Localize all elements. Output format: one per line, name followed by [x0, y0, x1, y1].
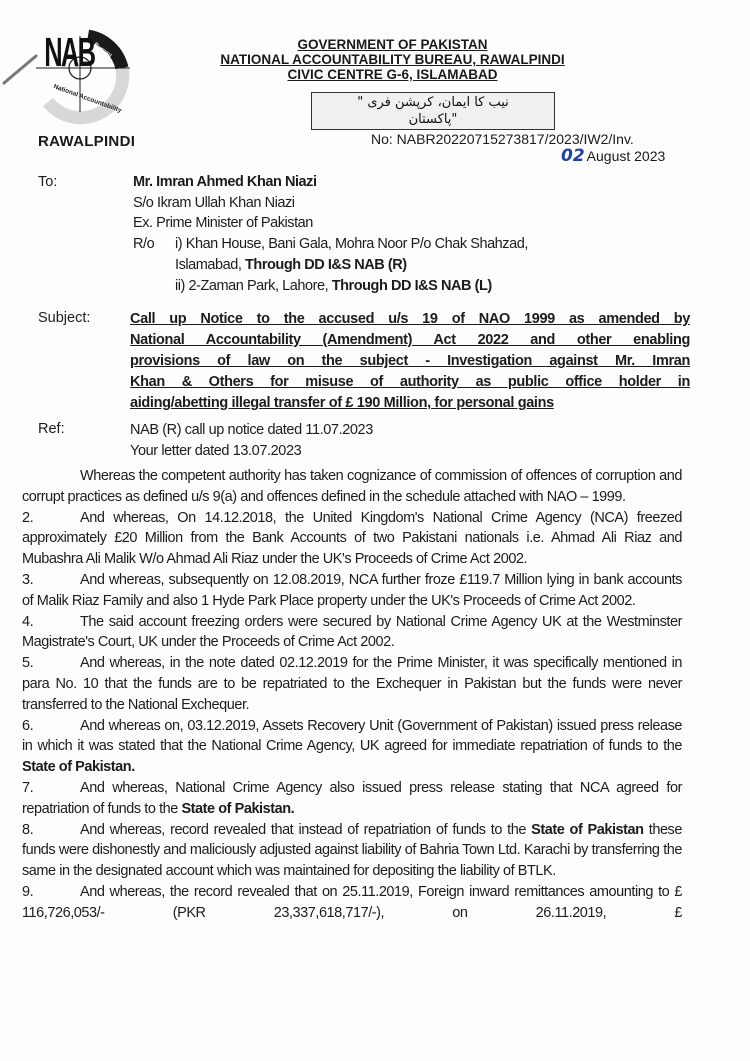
handwritten-day: 02 [561, 146, 585, 166]
letterhead-title [220, 37, 565, 82]
paragraph-2: 2. And whereas, On 14.12.2018, the United Kingdom's National Crime Agency (NCA) freezed approximately £20 Million from the Bank Accounts of two Pakistani nationals i.e. Ahmad Ali Riaz and Mubashra Ali Malik W/o Ahmad Ali Riaz under the UK's Proceeds of Crime Act 2002. [22, 509, 682, 568]
paragraph-9: 9. And whereas, the record revealed that on 25.11.2019, Foreign inward remittances amounting to £ 116,726,053/- (PKR 23,337,618,717/-), on 26.11.2019, £ [22, 883, 682, 921]
addressee-name: Mr. Imran Ahmed Khan Niazi [133, 174, 317, 190]
motto-line-1: نیب کا ایمان، کرپشن فری " [357, 95, 509, 110]
reference-number: No: NABR20220715273817/2023/IW2/Inv. [371, 131, 634, 147]
letter-body [22, 466, 682, 924]
paragraph-7: 7. And whereas, National Crime Agency also issued press release stating that NCA agreed for repatriation of funds to the State of Pakistan. [22, 779, 682, 817]
reference-list [130, 420, 373, 462]
svg-text:National Accountability: National Accountability [52, 83, 123, 115]
logo-city-label: RAWALPINDI [38, 133, 136, 150]
svg-text:Bureau: Bureau [92, 42, 113, 59]
subject-line: aiding/abetting illegal transfer of £ 190 Million, for personal gains [130, 395, 554, 411]
motto-box [311, 92, 555, 130]
subject-line: Call up Notice to the accused u/s 19 of NAO 1999 as amended by [130, 311, 690, 327]
paragraph-8: 8. And whereas, record revealed that instead of repatriation of funds to the State of Pakistan these funds were dishonestly and maliciously adjusted against liability of Bahria Town Ltd. Karachi by transferring the same in the designated account which was maintained for depositing the liability of BTLK. [22, 821, 682, 880]
subject-text [130, 309, 690, 414]
paragraph-5: 5. And whereas, in the note dated 02.12.2019 for the Prime Minister, it was specifically mentioned in para No. 10 that the funds are to be repatriated to the Exchequer in Pakistan but the funds were never transferred to the National Exchequer. [22, 655, 682, 713]
to-label: To: [38, 174, 58, 190]
header-line-government: GOVERNMENT OF PAKISTAN [297, 37, 488, 52]
subject-line: National Accountability (Amendment) Act 2022 and other enabling [130, 332, 690, 348]
reference-item: Your letter dated 13.07.2023 [130, 443, 302, 459]
addressee-block [133, 172, 693, 296]
paragraph-3: 3. And whereas, subsequently on 12.08.2019, NCA further froze £119.7 Million lying in bank accounts of Malik Riaz Family and also 1 Hyde Park Place property under the UK's Proceeds of Crime Act 2002. [22, 571, 682, 609]
addressee-parentage: S/o Ikram Ullah Khan Niazi [133, 194, 295, 211]
svg-text:NAB: NAB [44, 29, 95, 76]
nab-logo [0, 20, 150, 150]
nab-logo-icon [0, 20, 150, 130]
addressee-address-2: ii) 2-Zaman Park, Lahore, Through DD I&S NAB (L) [175, 277, 492, 294]
date-month-year: August 2023 [586, 148, 666, 164]
letter-date [561, 146, 665, 166]
addressee-address-1: R/o i) Khan House, Bani Gala, Mohra Noor P/o Chak Shahzad, [133, 234, 693, 255]
motto-line-2: "پاکستان [408, 112, 458, 127]
header-line-bureau: NATIONAL ACCOUNTABILITY BUREAU, RAWALPINDI [220, 52, 565, 67]
addressee-address-1-cont: Islamabad, Through DD I&S NAB (R) [175, 256, 407, 273]
addressee-designation: Ex. Prime Minister of Pakistan [133, 215, 313, 232]
reference-item: NAB (R) call up notice dated 11.07.2023 [130, 422, 373, 438]
header-line-address: CIVIC CENTRE G-6, ISLAMABAD [287, 67, 498, 82]
residence-label: R/o [133, 236, 155, 253]
ref-label: Ref: [38, 421, 65, 437]
paragraph-6: 6. And whereas on, 03.12.2019, Assets Recovery Unit (Government of Pakistan) issued press release in which it was stated that the National Crime Agency, UK agreed for immediate repatriation of funds to the State of Pakistan. [22, 717, 682, 776]
subject-label: Subject: [38, 310, 91, 326]
paragraph-1: Whereas the competent authority has taken cognizance of commission of offences of corruption and corrupt practices as defined u/s 9(a) and offences defined in the schedule attached with NAO – 1999. [22, 468, 682, 505]
paragraph-4: 4. The said account freezing orders were secured by National Crime Agency UK at the Westminster Magistrate's Court, UK under the Proceeds of Crime Act 2002. [22, 613, 682, 651]
subject-line: Khan & Others for misuse of authority as public office holder in [130, 374, 690, 390]
subject-line: provisions of law on the subject - Investigation against Mr. Imran [130, 353, 690, 369]
